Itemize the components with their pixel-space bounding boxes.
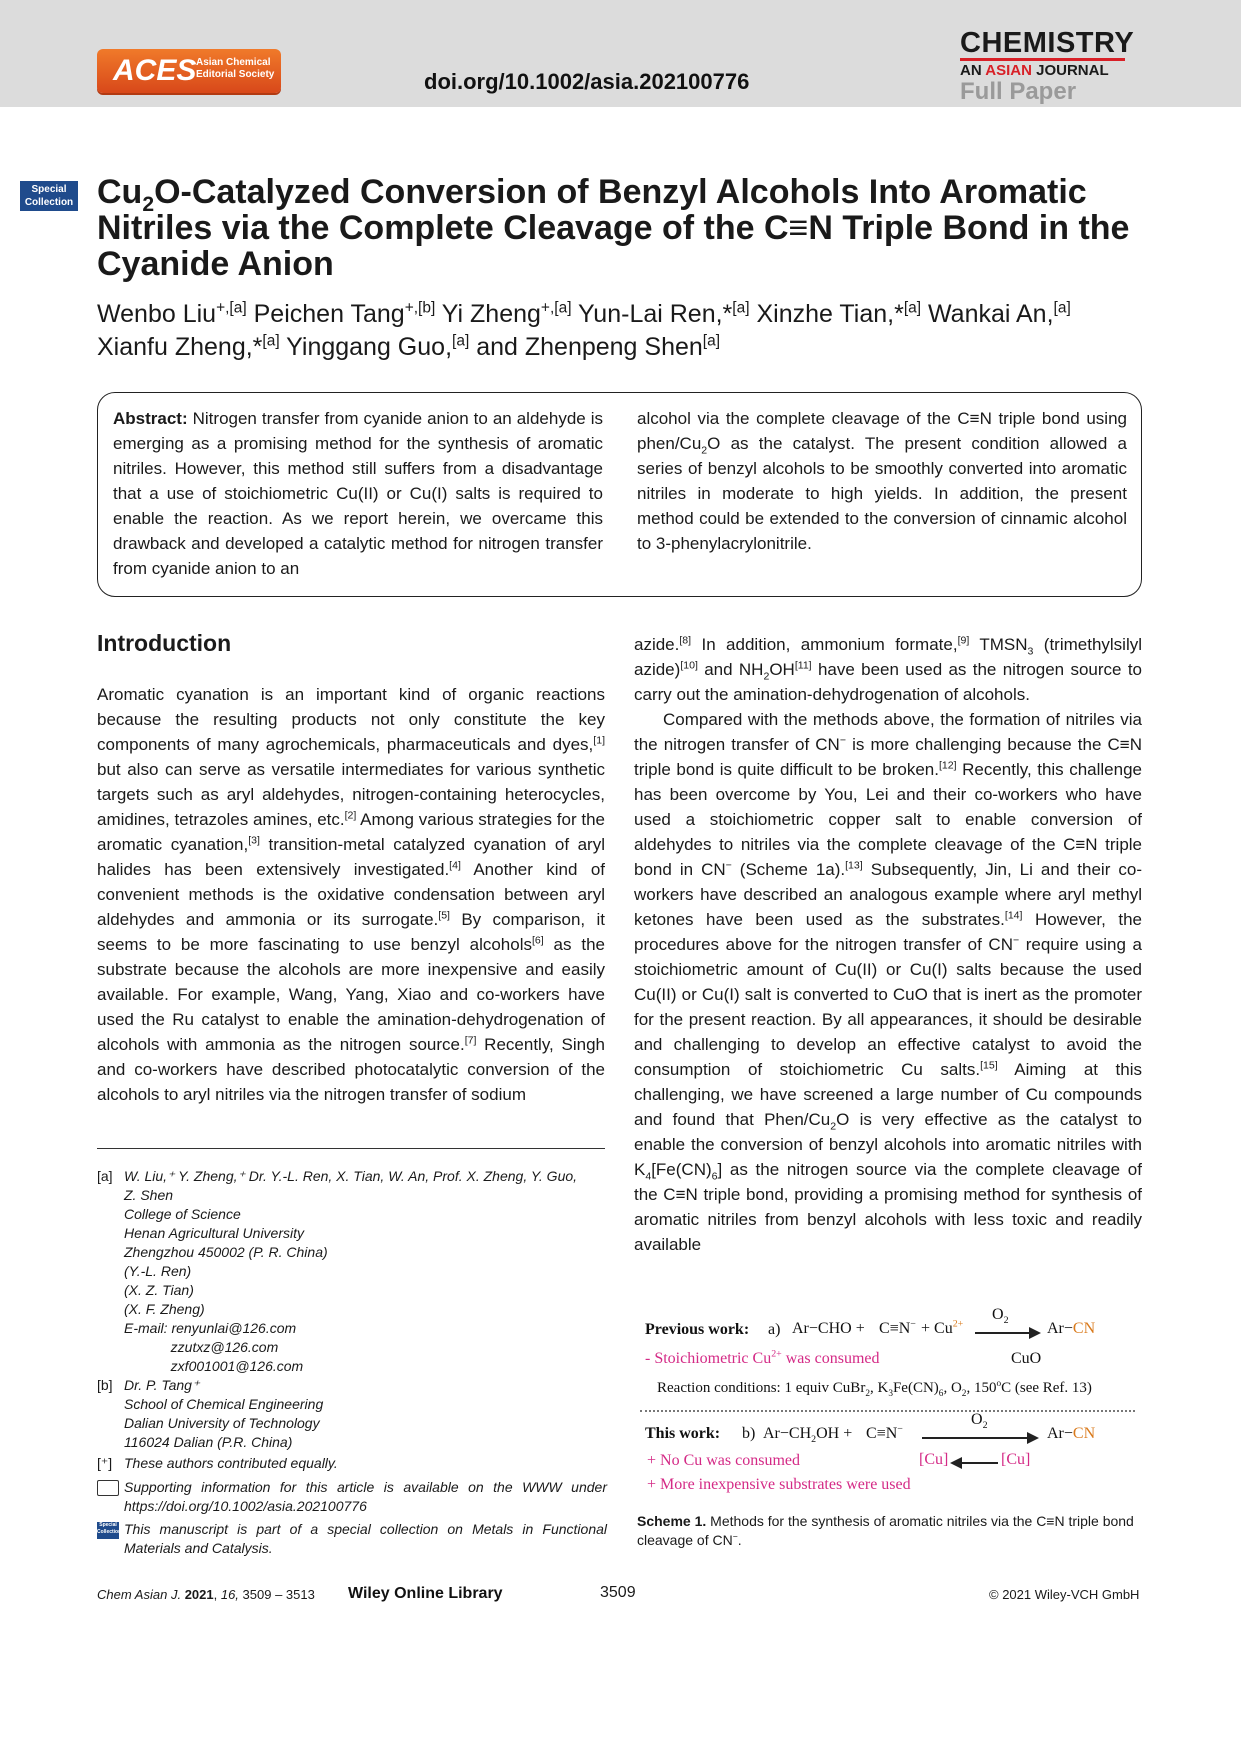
scheme-a-conditions: Reaction conditions: 1 equiv CuBr$_2$, $K_3Fe(CN)_6$, $O_2$, 150$^o$C (see Ref. 13) [657, 1379, 1092, 1399]
scheme-b-note-2: + More inexpensive substrates were used [647, 1476, 911, 1493]
scheme-a-product: Ar−CN [1047, 1320, 1096, 1337]
email-link[interactable]: E-mail: renyunlai@126.com [124, 1320, 297, 1336]
scheme-b-product: Ar−CN [1047, 1425, 1096, 1442]
email-link[interactable]: zxf001001@126.com [124, 1358, 304, 1374]
scheme-a-cyanide: C≡N− [879, 1318, 916, 1337]
journal-name-asian: AN ASIAN JOURNAL [960, 62, 1109, 79]
footnote-special-collection: Special Collection This manuscript is part of a special collection on Metals in Functional Materials and Catalysis. [97, 1521, 607, 1556]
footer-wiley-online-library[interactable]: Wiley Online Library [348, 1585, 503, 1602]
journal-logo [960, 27, 1135, 105]
footer-copyright: © 2021 Wiley-VCH GmbH [989, 1587, 1140, 1602]
scheme-b-arrowhead [1027, 1432, 1039, 1444]
author-list: Wenbo Liu$^{+,[a]}$ Peichen Tang$^{+,[b]}$ Yi Zheng$^{+,[a]}$ Yun-Lai Ren,*[a] Xinzhe Tian,*[a] Wankai An,[a] Xianfu Zheng,*[a] Yinggang Guo,[a] and Zhenpeng Shen[a] [97, 299, 1071, 361]
scheme-divider [640, 1410, 1135, 1412]
footnote-supporting-info [97, 1478, 607, 1516]
special-collection-icon: Special Collection [97, 1522, 119, 1539]
article-title: $Cu_2O$-Catalyzed Conversion of Benzyl Alcohols Into Aromatic Nitriles via the Complete Cleavage of the C≡N Triple Bond in the Cyanide Anion [97, 173, 1130, 283]
computer-icon [97, 1480, 119, 1496]
scheme-b-o2: $O_2$ [971, 1411, 988, 1432]
scheme-a-arrow [975, 1332, 1031, 1334]
scheme-a-arrowhead [1029, 1327, 1041, 1339]
scheme-a-copper: + $Cu^{2+}$ [921, 1318, 964, 1337]
scheme-a-label: a) [768, 1321, 781, 1338]
scheme-b-cu-left: [Cu] [919, 1451, 949, 1468]
scheme-a-o2: $O_2$ [992, 1306, 1009, 1327]
footnote-equal-contribution: [⁺] These authors contributed equally. [97, 1455, 338, 1471]
intro-right-column: azide.[8] In addition, ammonium formate,[9] $TMSN_3$ (trimethylsilyl azide)[10] and $NH_2OH[11]$ have been used as the nitrogen source to carry out the amination-dehydrogenation of alcohols. Compared with the methods above, the formation of nitriles via the nitrogen transfer of CN− is more challenging because the C≡N triple bond is quite difficult to be broken.[12] Recently, this challenge has been overcome by You, Lei and their co-workers who have used a stoichiometric copper salt to enable conversion of aldehydes to nitriles via the complete cleavage of the C≡N triple bond in CN− (Scheme 1a).[13] Subsequently, Jin, Li and their co-workers have described an analogous example where aryl methyl ketones have been used as the substrates.[14] However, the procedures above for the nitrogen transfer of CN− require using a stoichiometric amount of Cu(II) or Cu(I) salts because the used Cu(II) or Cu(I) salt is converted to CuO that is inert as the promoter for the present reaction. By all appearances, it should be desirable and challenging to develop an effective catalyst to avoid the consumption of stoichiometric Cu salts.[15] Aiming at this challenging, we have screened a large number of Cu compounds and found that Phen/$Cu_2O$ is very effective as the catalyst to enable the conversion of benzyl alcohols into aromatic nitriles with $K_4[Fe(CN)_6]$ as the nitrogen source via the complete cleavage of the C≡N triple bond, providing a promising method for synthesis of aromatic nitriles from benzyl alcohols with less toxic and readily available [634, 634, 1143, 1254]
footer-page-number: 3509 [600, 1584, 636, 1601]
scheme-caption: Scheme 1. Methods for the synthesis of aromatic nitriles via the C≡N triple bond cleavage of CN−. [637, 1513, 1134, 1548]
aces-logo-text: ACES [113, 54, 197, 87]
scheme-b-arrow [922, 1437, 1029, 1439]
scheme-b-label: b) [742, 1425, 756, 1442]
special-collection-badge: Special Collection [20, 181, 78, 211]
footnote-affiliation-a: [a] W. Liu,⁺ Y. Zheng,⁺ Dr. Y.-L. Ren, X. Tian, W. An, Prof. X. Zheng, Y. Guo, Z. Shen College of Science Henan Agricultural University Zhengzhou 450002 (P. R. China) (Y.-L. Ren) (X. Z. Tian) (X. F. Zheng) E-mail: renyunlai@126.com zzutxz@126.com zxf001001@126.com [97, 1167, 607, 1376]
intro-left-column: Aromatic cyanation is an important kind of organic reactions because the resulting products not only constitute the key components of many agrochemicals, pharmaceuticals and dyes,[1] but also can serve as versatile intermediates for various synthetic targets such as aryl aldehydes, nitrogen-containing heterocycles, amidines, tetrazoles amines, etc.[2] Among various strategies for the aromatic cyanation,[3] transition-metal catalyzed cyanation of aryl halides has been extensively investigated.[4] Another kind of convenient methods is the oxidative condensation between aryl aldehydes and ammonia or its surrogate.[5] By comparison, it seems to be more fascinating to use benzyl alcohols[6] as the substrate because the alcohols are more inexpensive and easily available. For example, Wang, Yang, Xiao and co-workers have used the Ru catalyst to enable the amination-dehydrogenation of alcohols with ammonia as the nitrogen source.[7] Recently, Singh and co-workers have described photocatalytic conversion of the alcohols to aryl nitriles via the nitrogen transfer of sodium [97, 685, 606, 1104]
aces-logo-subtitle: Asian Chemical Editorial Society [196, 57, 275, 80]
scheme-a-cuo: CuO [1011, 1350, 1042, 1367]
scheme-previous-label: Previous work: [645, 1321, 750, 1338]
scheme-b-cyanide: C≡N− [866, 1423, 903, 1442]
abstract-left-column: Abstract: Nitrogen transfer from cyanide anion to an aldehyde is emerging as a promising method for the synthesis of aromatic nitriles. However, this method still suffers from a disadvantage that a use of stoichiometric Cu(II) or Cu(I) salts is required to enable the reaction. As we report herein, we overcame this drawback and developed a catalytic method for nitrogen transfer from cyanide anion to an [113, 409, 603, 578]
journal-name-chemistry: CHEMISTRY [960, 27, 1135, 59]
scheme-a-note: - Stoichiometric $Cu^{2+}$ was consumed [645, 1348, 880, 1367]
abstract-right-column: alcohol via the complete cleavage of the C≡N triple bond using phen/$Cu_2O$ as the catalyst. The present condition allowed a series of benzyl alcohols to be smoothly converted into aromatic nitriles in moderate to high yields. In addition, the present method could be extended to the conversion of cinnamic alcohol to 3-phenylacrylonitrile. [637, 409, 1127, 553]
scheme-b-cu-right: [Cu] [1001, 1451, 1031, 1468]
scheme-this-label: This work: [645, 1425, 721, 1442]
scheme-a-reactant: Ar−CHO + [792, 1320, 865, 1337]
doi-link[interactable]: doi.org/10.1002/asia.202100776 [424, 69, 750, 94]
supporting-info-link[interactable]: Supporting information for this article is available on the WWW under https://doi.org/10.1002/asia.202100776 [124, 1479, 607, 1514]
scheme-1 [637, 1288, 1142, 1516]
section-heading-introduction: Introduction [97, 630, 232, 656]
footnote-rule [97, 1148, 605, 1149]
aces-logo[interactable] [97, 49, 281, 93]
scheme-b-note-1: + No Cu was consumed [647, 1452, 801, 1469]
scheme-b-reactant: $Ar-CH_2OH$ + [763, 1425, 853, 1446]
article-type: Full Paper [960, 78, 1077, 105]
footer-citation: Chem Asian J. 2021, 16, 3509 – 3513 [97, 1587, 315, 1602]
email-link[interactable]: zzutxz@126.com [124, 1339, 279, 1355]
scheme-b-cycle-arrow [960, 1462, 998, 1464]
footnote-affiliation-b: [b] Dr. P. Tang⁺ School of Chemical Engineering Dalian University of Technology 116024 Dalian (P.R. China) [97, 1377, 324, 1450]
